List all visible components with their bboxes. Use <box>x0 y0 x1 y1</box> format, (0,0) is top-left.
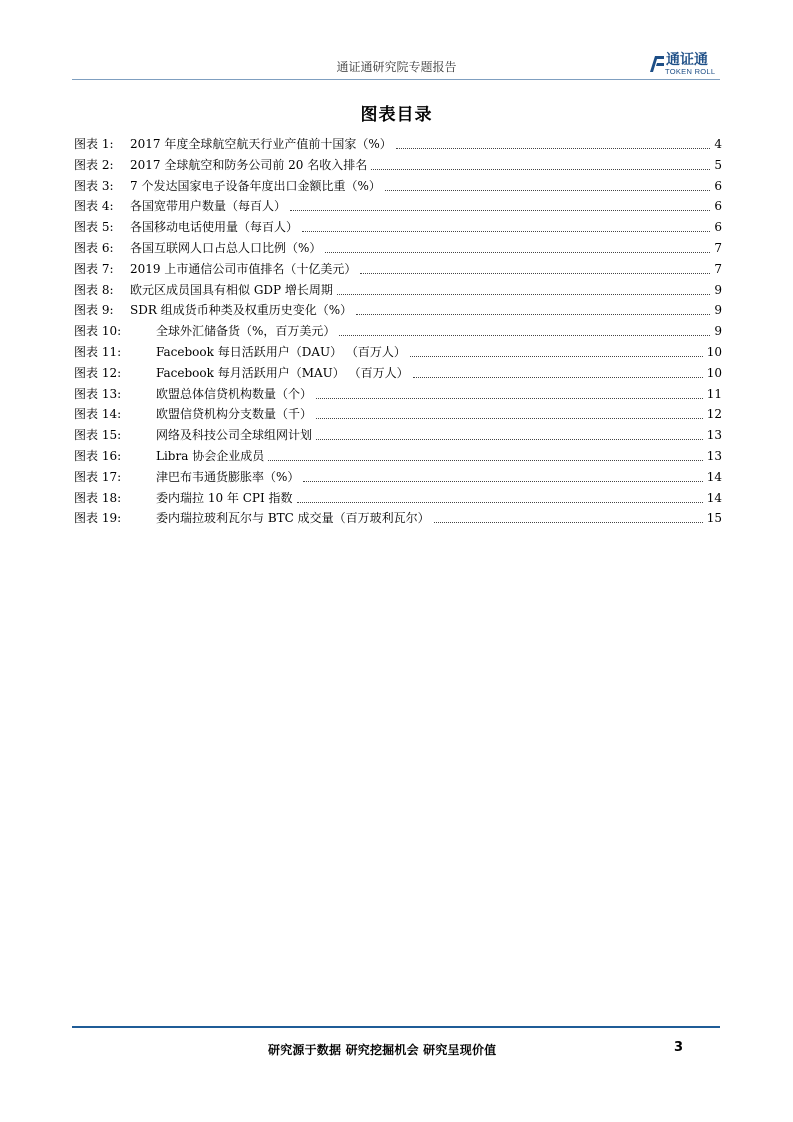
toc-entry[interactable] <box>74 259 722 280</box>
toc-entry[interactable] <box>74 384 722 405</box>
toc-entry-leader <box>325 252 710 253</box>
toc-entry-label: 图表 15: <box>74 428 122 443</box>
toc-entry[interactable] <box>74 488 722 509</box>
toc-entry-title: 7 个发达国家电子设备年度出口金额比重（%） <box>130 178 381 193</box>
header-divider <box>72 79 720 80</box>
toc-entry-page: 14 <box>706 490 722 505</box>
figure-list <box>74 134 722 529</box>
toc-entry-title: 2017 全球航空和防务公司前 20 名收入排名 <box>130 157 368 172</box>
toc-entry-label: 图表 8: <box>74 282 114 297</box>
toc-entry-title: 欧盟信贷机构分支数量（千） <box>156 407 313 422</box>
toc-entry-page: 5 <box>714 157 722 172</box>
toc-entry[interactable] <box>74 176 722 197</box>
toc-entry-leader <box>385 190 710 191</box>
toc-entry-title: 委内瑞拉 10 年 CPI 指数 <box>156 490 293 505</box>
toc-entry-title: SDR 组成货币种类及权重历史变化（%） <box>130 303 353 318</box>
toc-entry-leader <box>316 439 703 440</box>
toc-entry-page: 6 <box>714 199 722 214</box>
logo-chinese-text: 通证通 <box>666 52 708 68</box>
toc-entry-page: 13 <box>706 428 722 443</box>
toc-entry-page: 6 <box>714 220 722 235</box>
toc-entry-label: 图表 9: <box>74 303 114 318</box>
toc-entry-leader <box>303 481 703 482</box>
brand-logo <box>648 50 722 78</box>
toc-entry-label: 图表 14: <box>74 407 122 422</box>
toc-entry-title: 2019 上市通信公司市值排名（十亿美元） <box>130 261 357 276</box>
toc-entry-title: Libra 协会企业成员 <box>156 448 265 463</box>
toc-entry-label: 图表 11: <box>74 344 122 359</box>
logo-english-text: TOKEN ROLL <box>665 67 716 76</box>
toc-entry-page: 11 <box>706 386 722 401</box>
toc-entry[interactable] <box>74 300 722 321</box>
toc-entry-leader <box>410 356 703 357</box>
toc-entry[interactable] <box>74 425 722 446</box>
toc-entry[interactable] <box>74 217 722 238</box>
toc-entry-label: 图表 4: <box>74 199 114 214</box>
toc-entry-leader <box>316 398 703 399</box>
toc-entry-page: 9 <box>714 303 722 318</box>
toc-entry-title: 各国宽带用户数量（每百人） <box>130 199 287 214</box>
toc-entry[interactable] <box>74 155 722 176</box>
toc-entry-leader <box>297 502 703 503</box>
toc-entry-page: 12 <box>706 407 722 422</box>
toc-entry-page: 7 <box>714 240 722 255</box>
toc-entry-leader <box>413 377 703 378</box>
toc-entry-leader <box>371 169 710 170</box>
toc-entry-label: 图表 5: <box>74 220 114 235</box>
toc-entry-page: 9 <box>714 282 722 297</box>
toc-entry-leader <box>337 294 710 295</box>
toc-entry[interactable] <box>74 134 722 155</box>
toc-entry-page: 7 <box>714 261 722 276</box>
toc-entry[interactable] <box>74 280 722 301</box>
toc-entry-title: 全球外汇储备货（%，百万美元） <box>156 324 336 339</box>
toc-entry-leader <box>356 314 710 315</box>
toc-entry[interactable] <box>74 238 722 259</box>
toc-entry-leader <box>434 522 703 523</box>
toc-entry-title: 2017 年度全球航空航天行业产值前十国家（%） <box>130 137 392 151</box>
toc-entry-title: 网络及科技公司全球组网计划 <box>156 428 313 443</box>
toc-entry-label: 图表 2: <box>74 157 114 172</box>
toc-entry-title: 津巴布韦通货膨胀率（%） <box>156 469 300 484</box>
toc-entry-label: 图表 12: <box>74 365 122 380</box>
toc-entry-page: 10 <box>706 365 722 380</box>
toc-entry[interactable] <box>74 321 722 342</box>
toc-entry-title: 各国互联网人口占总人口比例（%） <box>130 240 322 255</box>
toc-entry[interactable] <box>74 404 722 425</box>
toc-entry-leader <box>316 418 703 419</box>
toc-entry-label: 图表 17: <box>74 469 122 484</box>
toc-entry-title: 各国移动电话使用量（每百人） <box>130 220 299 235</box>
toc-entry-label: 图表 19: <box>74 511 122 526</box>
toc-entry[interactable] <box>74 508 722 529</box>
toc-entry[interactable] <box>74 446 722 467</box>
running-header-title: 通证通研究院专题报告 <box>336 60 457 74</box>
toc-entry-title: 欧盟总体信贷机构数量（个） <box>156 386 313 401</box>
toc-entry-leader <box>360 273 710 274</box>
toc-entry-label: 图表 6: <box>74 240 114 255</box>
toc-entry-page: 15 <box>706 511 722 526</box>
toc-entry-label: 图表 16: <box>74 448 122 463</box>
toc-entry-label: 图表 18: <box>74 490 122 505</box>
toc-entry[interactable] <box>74 467 722 488</box>
page-number: 3 <box>674 1040 684 1055</box>
footer-divider <box>72 1026 720 1028</box>
toc-entry-label: 图表 10: <box>74 324 122 339</box>
toc-entry-title: Facebook 每日活跃用户（DAU） （百万人） <box>156 344 406 359</box>
toc-entry-title: 欧元区成员国具有相似 GDP 增长周期 <box>130 282 333 297</box>
toc-entry-page: 10 <box>706 344 722 359</box>
toc-entry-label: 图表 7: <box>74 261 114 276</box>
toc-entry-page: 14 <box>706 469 722 484</box>
toc-entry-leader <box>339 335 710 336</box>
toc-entry-leader <box>396 148 710 149</box>
toc-entry-page: 13 <box>706 448 722 463</box>
toc-entry-label: 图表 1: <box>74 137 114 151</box>
toc-entry[interactable] <box>74 342 722 363</box>
toc-entry-label: 图表 3: <box>74 178 114 193</box>
footer-slogan: 研究源于数据 研究挖掘机会 研究呈现价值 <box>268 1043 497 1057</box>
toc-entry-title: 委内瑞拉玻利瓦尔与 BTC 成交量（百万玻利瓦尔） <box>156 511 430 526</box>
toc-entry-page: 4 <box>714 137 722 151</box>
logo-mark-icon <box>648 52 666 74</box>
toc-entry-page: 6 <box>714 178 722 193</box>
toc-title: 图表目录 <box>360 105 433 125</box>
toc-entry[interactable] <box>74 363 722 384</box>
toc-entry-leader <box>268 460 703 461</box>
toc-entry-title: Facebook 每月活跃用户（MAU） （百万人） <box>156 365 409 380</box>
toc-entry-label: 图表 13: <box>74 386 122 401</box>
toc-entry[interactable] <box>74 196 722 217</box>
toc-entry-leader <box>290 210 710 211</box>
toc-entry-leader <box>302 231 710 232</box>
toc-entry-page: 9 <box>714 324 722 339</box>
